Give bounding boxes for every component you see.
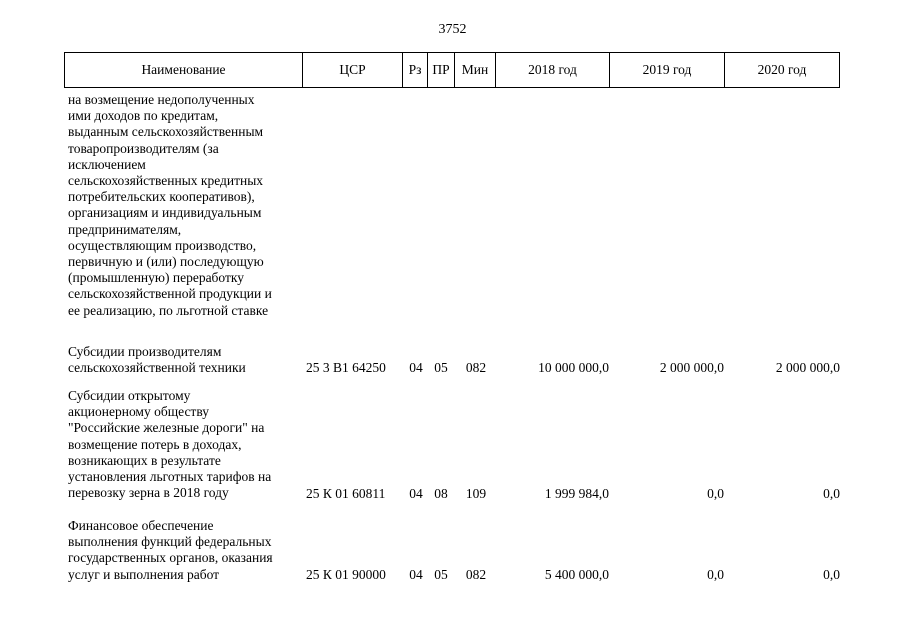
row-name-line: (промышленную) переработку: [68, 270, 245, 286]
row-pr: 05: [434, 360, 448, 375]
row-pr: 05: [434, 567, 448, 582]
row-2019: 0,0: [707, 486, 724, 501]
row-name-line: акционерному обществу: [68, 404, 209, 420]
row-name-line: установления льготных тарифов на: [68, 469, 272, 485]
row-name-line: сельскохозяйственной техники: [68, 360, 246, 376]
row-csr: 25 К 01 90000: [306, 567, 386, 582]
row-rz: 04: [409, 486, 423, 501]
row-2018: 1 999 984,0: [544, 486, 609, 501]
row-name-line: потребительских кооперативов),: [68, 189, 255, 205]
page-number: 3752: [438, 22, 467, 37]
header-min: Мин: [455, 53, 496, 88]
row-csr: 25 3 В1 64250: [306, 360, 386, 375]
row-name-line: товаропроизводителям (за: [68, 140, 219, 156]
row-name-line: осуществляющим производство,: [68, 237, 257, 253]
header-name: Наименование: [65, 53, 303, 88]
row-name-line: сельскохозяйственных кредитных: [68, 173, 264, 189]
row-name-line: выполнения функций федеральных: [68, 534, 272, 550]
row-2019: 0,0: [707, 567, 724, 582]
row-min: 109: [465, 486, 487, 501]
row-min: 082: [465, 567, 487, 582]
header-2018: 2018 год: [496, 53, 610, 88]
row-name-line: услуг и выполнения работ: [68, 566, 220, 582]
row-name-line: на возмещение недополученных: [68, 92, 255, 107]
header-2020: 2020 год: [725, 53, 840, 88]
row-name-line: исключением: [68, 156, 146, 172]
row-name-line: перевозку зерна в 2018 году: [68, 485, 229, 501]
row-name-line: организациям и индивидуальным: [68, 205, 262, 221]
row-2020: 2 000 000,0: [775, 360, 840, 375]
row-name-line: государственных органов, оказания: [68, 550, 273, 566]
header-pr: ПР: [428, 53, 455, 88]
row-2018: 10 000 000,0: [538, 360, 609, 375]
table-header: [64, 52, 840, 88]
row-2019: 2 000 000,0: [659, 360, 724, 375]
row-name-line: выданным сельскохозяйственным: [68, 124, 264, 140]
row-name-line: первичную и (или) последующую: [68, 254, 264, 270]
row-name-line: возмещение потерь в доходах,: [68, 436, 242, 452]
row-name: [68, 518, 300, 583]
row-pr: 08: [434, 486, 448, 501]
row-rz: 04: [409, 567, 423, 582]
row-name: [68, 344, 300, 376]
row-name-line: предпринимателям,: [68, 221, 182, 237]
header-rz: Рз: [403, 53, 428, 88]
row-2018: 5 400 000,0: [544, 567, 609, 582]
row-name-line: ими доходов по кредитам,: [68, 108, 219, 124]
row-name-line: Субсидии открытому: [68, 388, 191, 403]
row-name-line: возникающих в результате: [68, 452, 221, 468]
row-2020: 0,0: [823, 567, 840, 582]
row-name-line: Субсидии производителям: [68, 344, 222, 359]
header-csr: ЦСР: [303, 53, 403, 88]
row-rz: 04: [409, 360, 423, 375]
header-2019: 2019 год: [610, 53, 725, 88]
row-name-line: ее реализацию, по льготной ставке: [68, 302, 269, 318]
row-name-line: сельскохозяйственной продукции и: [68, 286, 272, 302]
row-csr: 25 К 01 60811: [306, 486, 386, 501]
row-name: [68, 92, 300, 319]
row-min: 082: [465, 360, 487, 375]
row-name-line: "Российские железные дороги" на: [68, 420, 265, 436]
row-2020: 0,0: [823, 486, 840, 501]
row-name: [68, 388, 300, 501]
row-name-line: Финансовое обеспечение: [68, 518, 214, 533]
